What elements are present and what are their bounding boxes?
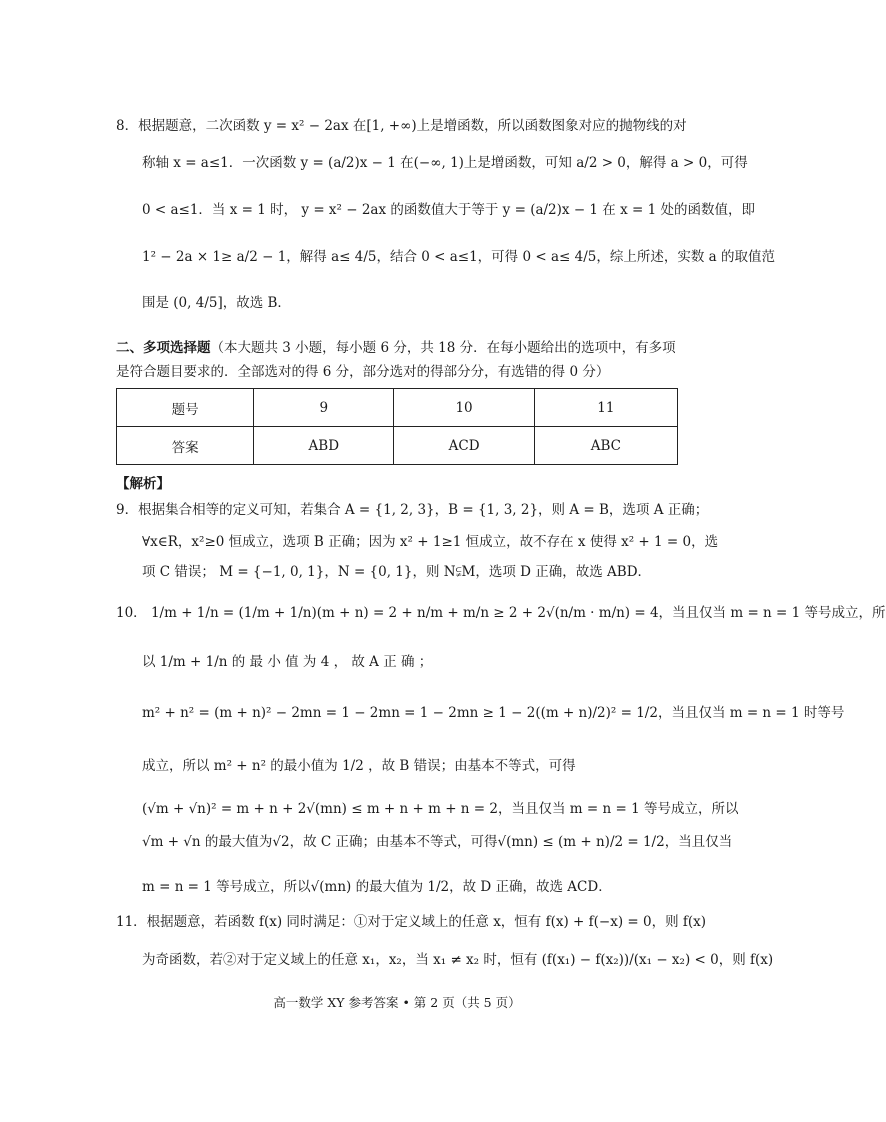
section2-header — [116, 338, 682, 358]
table-cell: 题号 — [117, 389, 254, 427]
section2-title: 二、多项选择题 — [116, 340, 211, 356]
answer-table — [116, 388, 678, 465]
q10-line-2: 以 1/m + 1/n 的 最 小 值 为 4 ， 故 A 正 确 ； — [142, 654, 433, 670]
table-cell: ABC — [534, 427, 677, 465]
table-cell: 9 — [254, 389, 394, 427]
q9-line-3: 项 C 错误； M = {−1, 0, 1}，N = {0, 1}，则 N⫋M，选项 D 正确，故选 ABD． — [142, 564, 652, 580]
q10-line-5: (√m + √n)² = m + n + 2√(mn) ≤ m + n + m + n = 2，当且仅当 m = n = 1 等号成立，所以 — [142, 801, 739, 817]
q8-line-2: 称轴 x = a≤1．一次函数 y = (a/2)x − 1 在(−∞, 1)上是增函数，可知 a/2 > 0，解得 a > 0，可得 — [142, 155, 748, 171]
q11-line-2: 为奇函数，若②对于定义域上的任意 x₁，x₂，当 x₁ ≠ x₂ 时，恒有 (f(x₁) − f(x₂))/(x₁ − x₂) < 0，则 f(x) — [142, 952, 774, 968]
q11-line-1: 11．根据题意，若函数 f(x) 同时满足：①对于定义域上的任意 x，恒有 f(x) + f(−x) = 0，则 f(x) — [116, 914, 707, 930]
table-cell: 11 — [534, 389, 677, 427]
q9-line-2: ∀x∈R，x²≥0 恒成立，选项 B 正确；因为 x² + 1≥1 恒成立，故不存在 x 使得 x² + 1 = 0，选 — [142, 534, 719, 550]
q10-line-1: 10． 1/m + 1/n = (1/m + 1/n)(m + n) = 2 + n/m + m/n ≥ 2 + 2√(n/m · m/n) = 4，当且仅当 m = n = 1 等号成立，所 — [116, 605, 886, 621]
q10-line-7: m = n = 1 等号成立，所以√(mn) 的最大值为 1/2，故 D 正确，故选 ACD． — [142, 879, 612, 895]
page-footer: 高一数学 XY 参考答案 • 第 2 页（共 5 页） — [273, 995, 521, 1010]
q8-line-4: 1² − 2a × 1≥ a/2 − 1，解得 a≤ 4/5，结合 0 < a≤1，可得 0 < a≤ 4/5，综上所述，实数 a 的取值范 — [142, 249, 775, 265]
table-cell: ACD — [394, 427, 534, 465]
q8-line-5: 围是 (0, 4/5]，故选 B． — [142, 295, 291, 311]
q10-line-4: 成立，所以 m² + n² 的最小值为 1/2 ，故 B 错误；由基本不等式，可得 — [142, 758, 576, 774]
answer-table-answer-row — [117, 427, 678, 465]
table-cell: ABD — [254, 427, 394, 465]
table-cell: 答案 — [117, 427, 254, 465]
q10-line-6: √m + √n 的最大值为√2，故 C 正确；由基本不等式，可得√(mn) ≤ (m + n)/2 = 1/2，当且仅当 — [142, 834, 733, 850]
section2-desc-1: （本大题共 3 小题，每小题 6 分，共 18 分．在每小题给出的选项中，有多项 — [210, 340, 676, 356]
analysis-label: 【解析】 — [116, 476, 170, 492]
answer-table-header-row — [117, 389, 678, 427]
table-cell: 10 — [394, 389, 534, 427]
q8-line-1: 8．根据题意，二次函数 y = x² − 2ax 在[1, +∞)上是增函数，所以函数图象对应的抛物线的对 — [116, 118, 687, 134]
q9-line-1: 9．根据集合相等的定义可知，若集合 A = {1, 2, 3}，B = {1, 3, 2}，则 A = B，选项 A 正确； — [116, 502, 709, 518]
q10-line-3: m² + n² = (m + n)² − 2mn = 1 − 2mn = 1 − 2mn ≥ 1 − 2((m + n)/2)² = 1/2，当且仅当 m = n = 1 时等号 — [142, 705, 845, 721]
q8-line-3: 0 < a≤1．当 x = 1 时， y = x² − 2ax 的函数值大于等于 y = (a/2)x − 1 在 x = 1 处的函数值，即 — [142, 202, 755, 218]
section2-desc-2: 是符合题目要求的．全部选对的得 6 分，部分选对的得部分分，有选错的得 0 分） — [116, 364, 610, 380]
